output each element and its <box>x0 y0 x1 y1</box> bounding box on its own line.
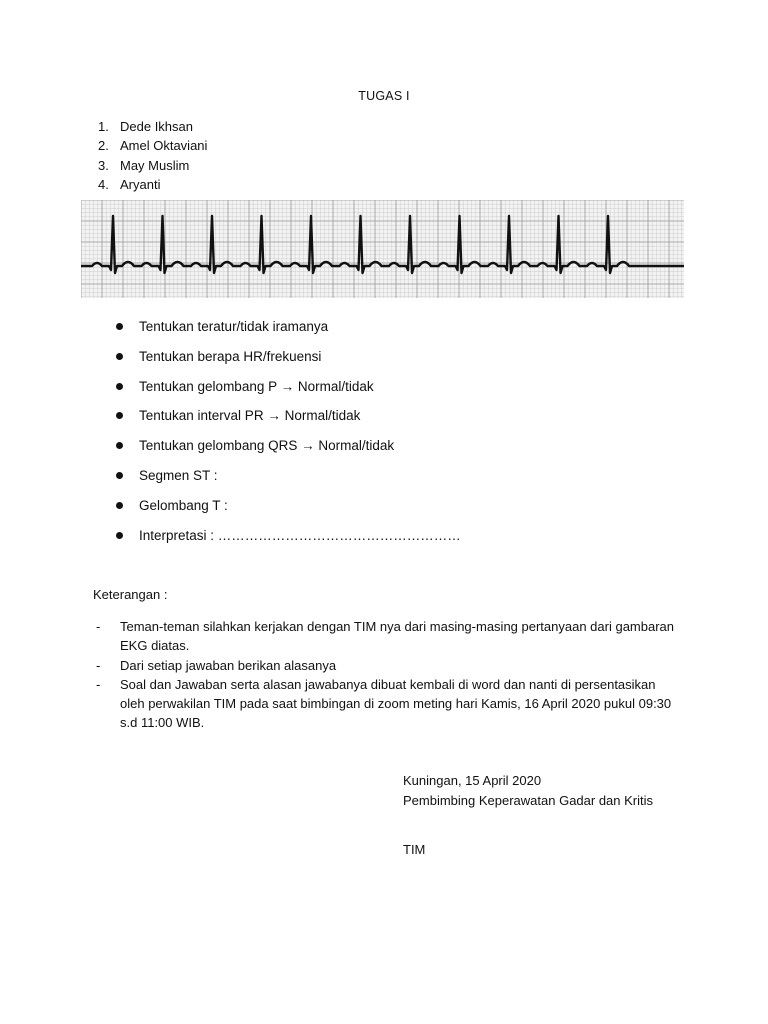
member-item: 1. Dede Ikhsan <box>98 119 193 134</box>
member-item: 2. Amel Oktaviani <box>98 138 208 154</box>
question-item: Tentukan berapa HR/frekuensi <box>116 347 461 377</box>
bullet-icon <box>116 472 123 479</box>
bullet-icon <box>116 353 123 360</box>
question-item: Segmen ST : <box>116 466 461 496</box>
signature-role: Pembimbing Keperawatan Gadar dan Kritis <box>403 793 654 808</box>
member-name: Aryanti <box>120 176 161 192</box>
question-item: Tentukan gelombang QRS → Normal/tidak <box>116 436 461 466</box>
member-item: 4. Aryanti <box>98 176 161 192</box>
bullet-icon <box>116 383 123 390</box>
notes-list <box>96 617 680 733</box>
ecg-strip-image <box>81 200 684 298</box>
note-item: - Dari setiap jawaban berikan alasanya <box>96 657 337 673</box>
question-item: Tentukan gelombang P → Normal/tidak <box>116 377 461 407</box>
member-name: Amel Oktaviani <box>120 138 208 154</box>
question-item: Tentukan interval PR → Normal/tidak <box>116 406 461 436</box>
member-name: May Muslim <box>120 157 190 173</box>
bullet-icon <box>116 502 123 509</box>
signature-name: TIM <box>403 842 426 857</box>
member-name: Dede Ikhsan <box>120 119 193 134</box>
bullet-icon <box>116 412 123 419</box>
document-title: TUGAS I <box>358 89 410 103</box>
question-list <box>116 317 461 555</box>
bullet-icon <box>116 442 123 449</box>
keterangan-heading: Keterangan : <box>93 587 168 602</box>
question-item: Tentukan teratur/tidak iramanya <box>116 317 461 347</box>
note-item: - Teman-teman silahkan kerjakan dengan TIM nya dari masing-masing pertanyaan dari gambaran EKG diatas. <box>96 619 675 654</box>
note-item: - Soal dan Jawaban serta alasan jawabanya dibuat kembali di word dan nanti di persentasikan oleh perwakilan TIM pada saat bimbingan di zoom meting hari Kamis, 16 April 2020 pukul 09:30 s.d 11:00 WIB. <box>96 676 672 731</box>
question-item: Gelombang T : <box>116 496 461 526</box>
member-list <box>98 117 207 194</box>
bullet-icon <box>116 532 123 539</box>
member-item: 3. May Muslim <box>98 157 190 173</box>
question-item: Interpretasi : ……………………………………………… <box>116 526 461 556</box>
bullet-icon <box>116 323 123 330</box>
signature-place-date: Kuningan, 15 April 2020 <box>403 773 542 788</box>
